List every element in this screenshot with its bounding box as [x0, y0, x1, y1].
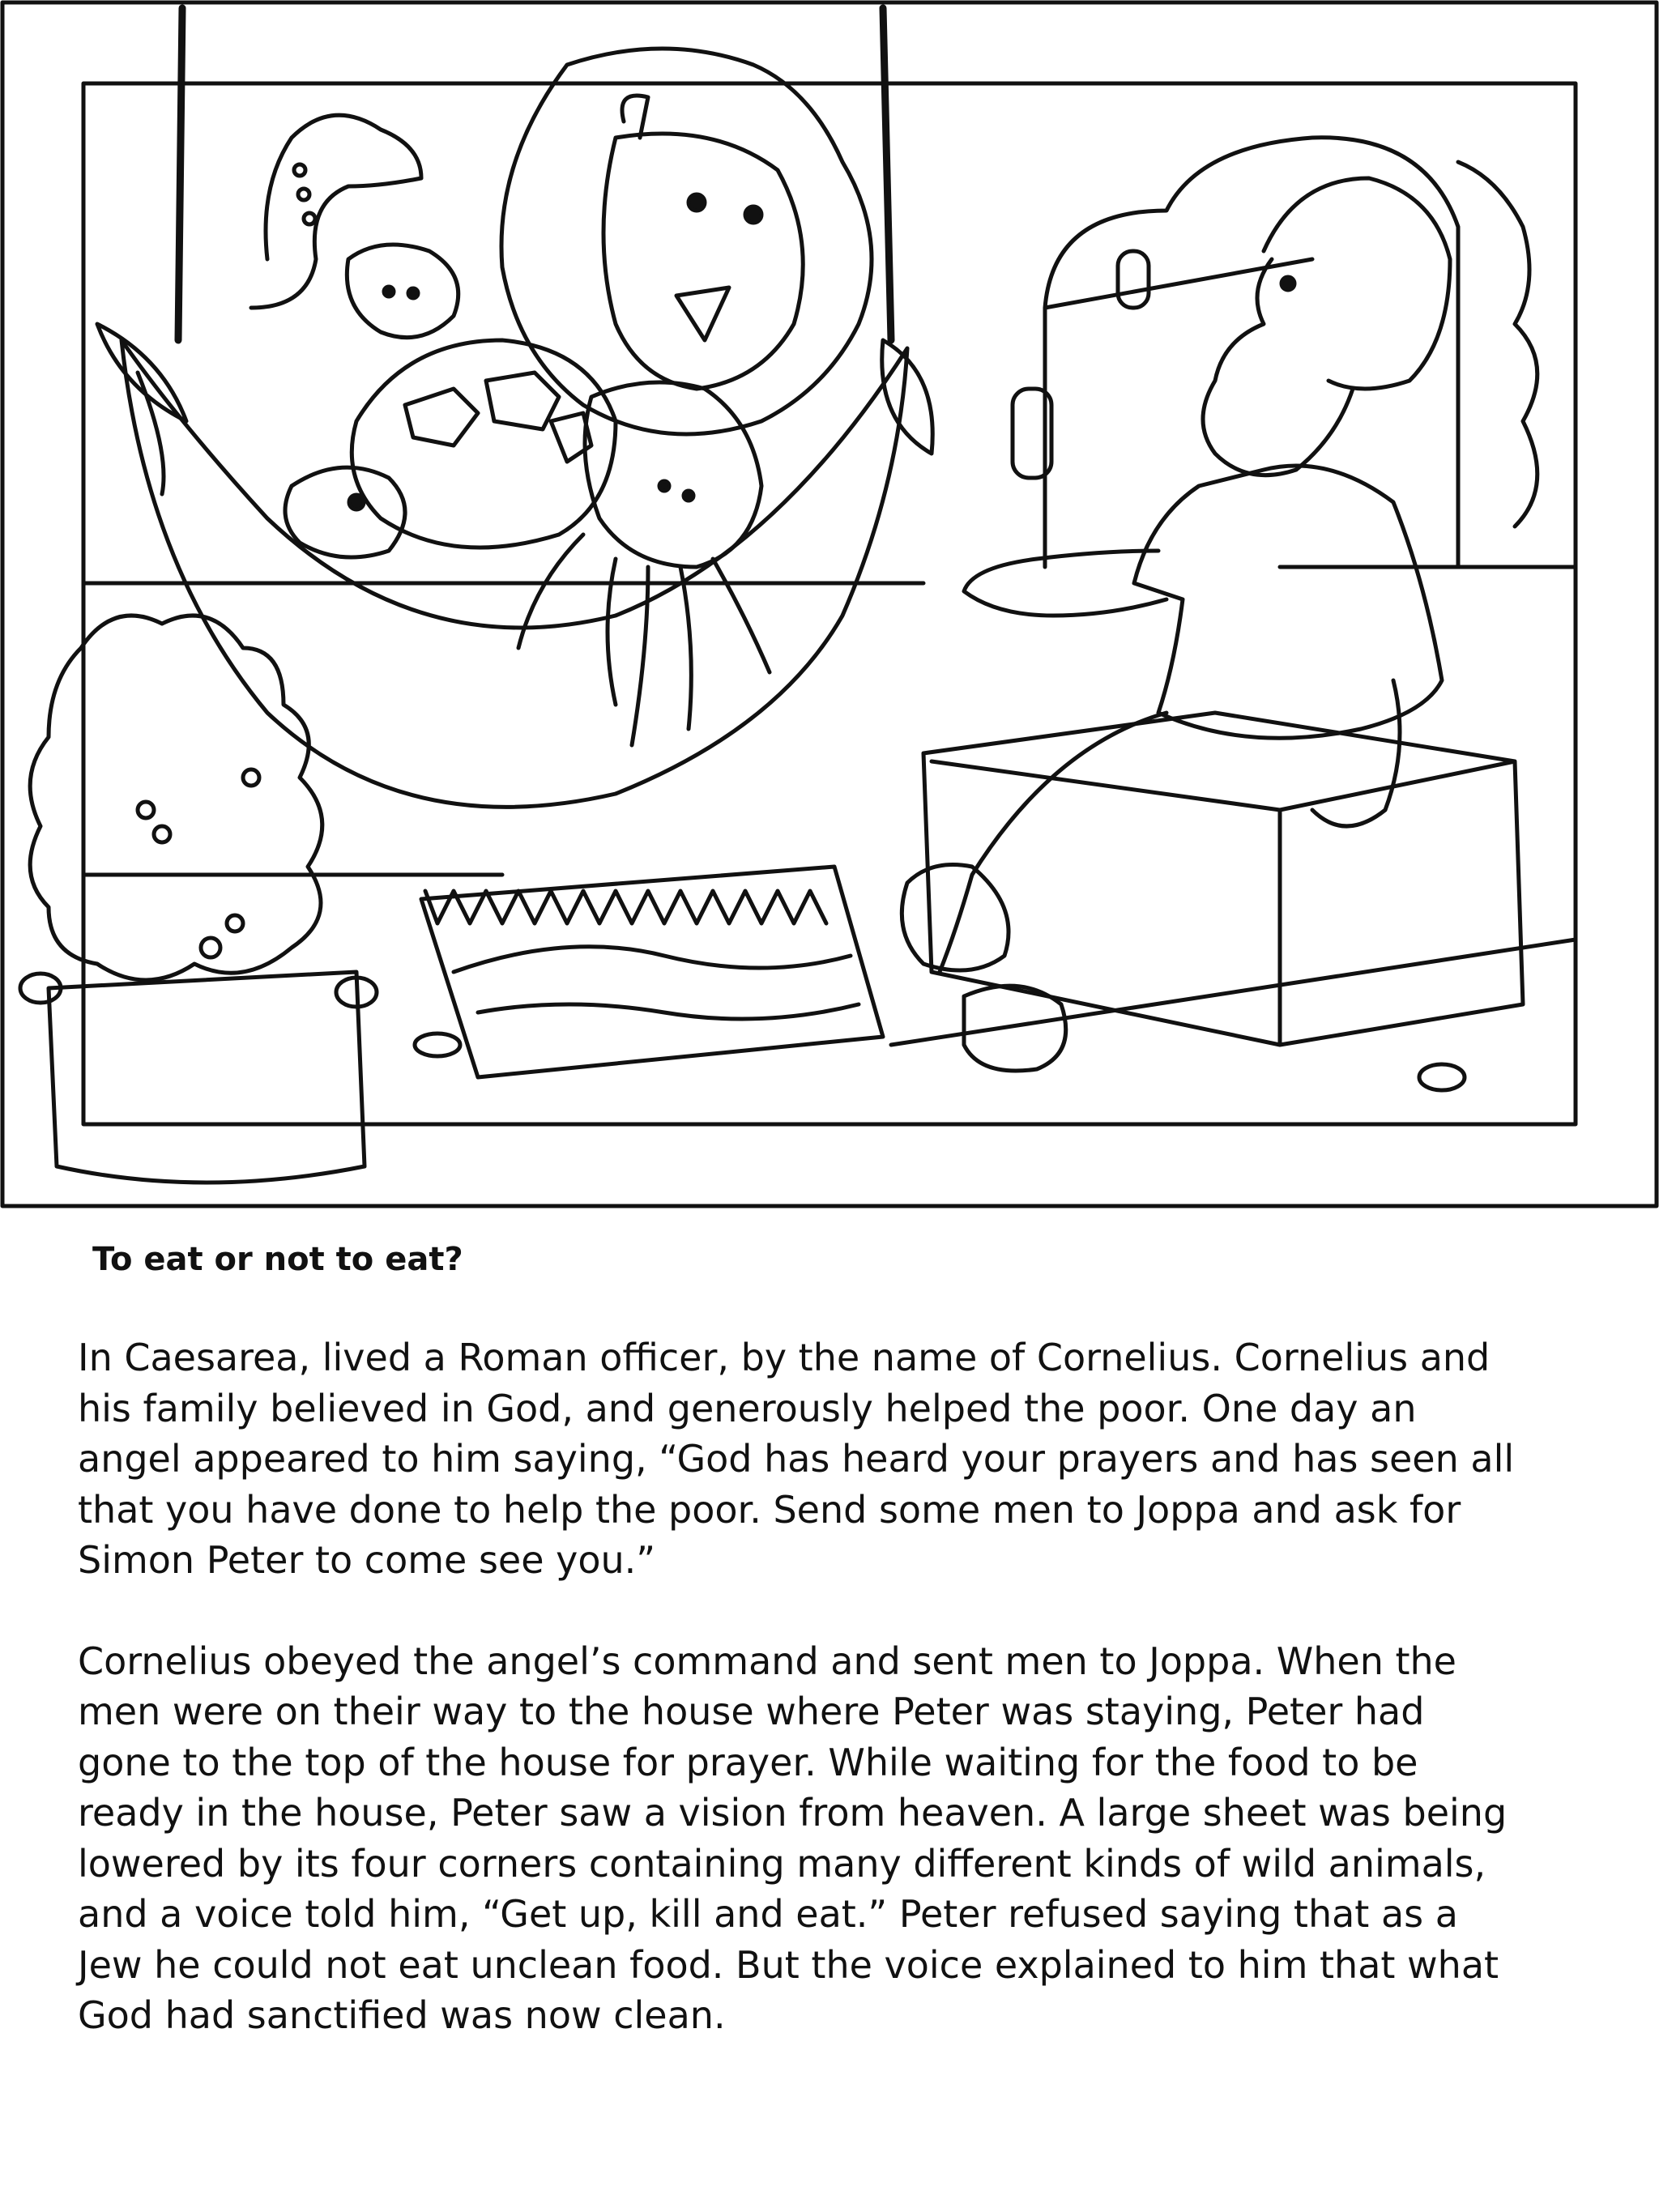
plant-flowers — [30, 616, 322, 980]
lion-face — [603, 134, 803, 389]
peter-leg — [940, 713, 1166, 972]
stone-1 — [415, 1034, 460, 1056]
outer-frame — [2, 2, 1657, 1206]
story-text — [78, 1235, 1617, 2041]
rug-fringe — [425, 891, 826, 923]
small-creature — [347, 245, 458, 338]
story-title: To eat or not to eat? — [92, 1241, 463, 1278]
rope-left — [178, 8, 182, 340]
turtle-shell — [352, 340, 616, 548]
wall-floor-line — [83, 567, 1576, 583]
rope-right — [883, 8, 891, 340]
inner-frame — [83, 83, 1576, 1124]
building-window-1 — [1118, 251, 1149, 308]
rug-pattern — [454, 947, 859, 1019]
story-paragraph: In Caesarea, lived a Roman officer, by the name of Cornelius. Cornelius and his family believed in God, and generously helped the poor. One day an angel appeared to him saying, “God has heard your prayers and has seen all that you have done to help the poor. Send some men to Joppa and ask for Simon Peter to come see you.” — [78, 1336, 1515, 1582]
peter-face — [1203, 259, 1353, 475]
bush-right — [1458, 162, 1537, 526]
stone-2 — [1419, 1064, 1465, 1090]
story-paragraph: Cornelius obeyed the angel’s command and sent men to Joppa. When the men were on their way to the house where Peter was staying, Peter had gone to the top of the house for prayer. While waiting for the food to be ready in the house, Peter saw a vision from heaven. A large sheet was being lowered by its four corners containing many different kinds of wild animals, and a voice told him, “Get up, kill and eat.” Peter refused saying that as a Jew he could not eat unclean food. But the voice explained to him that what God had sanctified was now clean. — [78, 1639, 1508, 2037]
sheet-leaf-right — [882, 340, 933, 454]
building — [1045, 138, 1458, 567]
snake — [251, 115, 421, 308]
sheet — [122, 340, 907, 807]
octopus-tentacles — [518, 535, 770, 745]
turtle-head — [285, 467, 405, 557]
peter-arm-right — [1312, 680, 1400, 826]
lion-ear — [622, 96, 648, 138]
lion-mane — [501, 49, 872, 434]
lion-eye-right — [745, 207, 761, 223]
lion-nose — [676, 288, 729, 340]
plant-pot — [49, 972, 365, 1183]
lion-eye-left — [689, 194, 705, 211]
